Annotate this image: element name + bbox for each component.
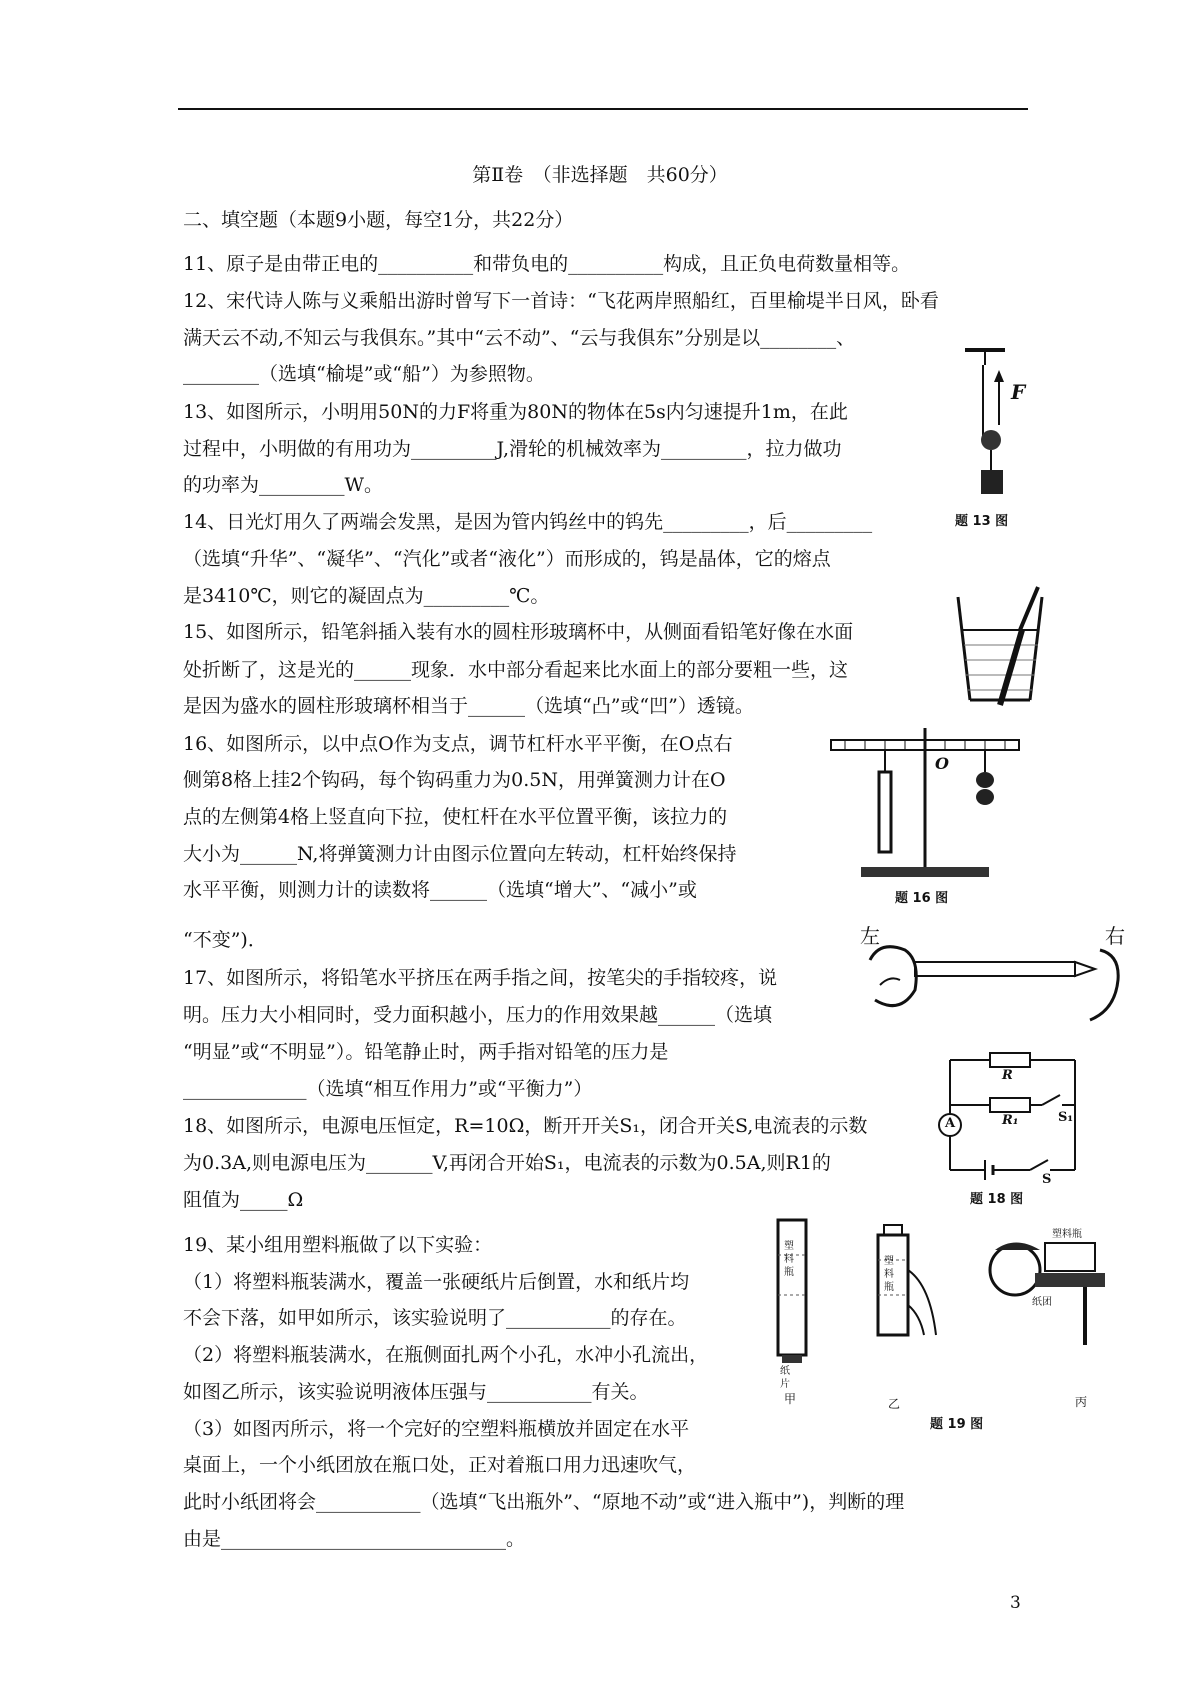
q12-line3: ________（选填“榆堤”或“船”）为参照物。 — [183, 363, 545, 385]
bottle-label-bing: 塑料瓶 — [1052, 1229, 1082, 1240]
left-label: 左 — [860, 924, 880, 948]
figure-16-caption: 题 16 图 — [895, 891, 949, 906]
figure-15-glass — [950, 585, 1055, 710]
ammeter-icon: A — [945, 1116, 956, 1131]
pencil-fingers-diagram — [860, 920, 1130, 1030]
q17-line2: 明。压力大小相同时，受力面积越小，压力的作用效果越______（选填 — [183, 1004, 773, 1026]
q19-line3: 不会下落，如甲如所示，该实验说明了___________的存在。 — [183, 1307, 687, 1329]
section2-heading: 二、填空题（本题9小题，每空1分，共22分） — [183, 209, 574, 231]
bottle-label-yi: 塑料瓶 — [884, 1256, 894, 1293]
page-number: 3 — [1010, 1593, 1021, 1613]
q11-line: 11、原子是由带正电的__________和带负电的__________构成，且正负电荷数量相等。 — [183, 253, 911, 275]
figure-18-caption: 题 18 图 — [970, 1192, 1024, 1207]
q19-line6: （3）如图丙所示，将一个完好的空塑料瓶横放并固定在水平 — [183, 1418, 690, 1440]
q14-line2: （选填“升华”、“凝华”、“汽化”或者“液化”）而形成的，钨是晶体，它的熔点 — [183, 548, 831, 570]
paper-ball-label: 纸团 — [1032, 1297, 1052, 1308]
q15-line1: 15、如图所示，铅笔斜插入装有水的圆柱形玻璃杯中，从侧面看铅笔好像在水面 — [183, 621, 854, 643]
figure-16-lever — [825, 722, 1025, 907]
figure-17-pencil — [860, 920, 1130, 1030]
q18-line2: 为0.3A,则电源电压为_______V,再闭合开始S₁，电流表的示数为0.5A,则R1的 — [183, 1152, 831, 1174]
q17-line1: 17、如图所示，将铅笔水平挤压在两手指之间，按笔尖的手指较疼，说 — [183, 967, 778, 989]
q16-line3: 点的左侧第4格上竖直向下拉，使杠杆在水平位置平衡，该拉力的 — [183, 806, 728, 828]
lever-diagram — [825, 722, 1025, 882]
r-label: R — [1002, 1068, 1013, 1083]
s-label: S — [1042, 1172, 1052, 1187]
q14-line3: 是3410℃，则它的凝固点为_________℃。 — [183, 585, 550, 607]
figure-19-bottles — [770, 1215, 1150, 1435]
q19-line4: （2）将塑料瓶装满水，在瓶侧面扎两个小孔，水冲小孔流出， — [183, 1344, 709, 1366]
q12-line1: 12、宋代诗人陈与义乘船出游时曾写下一首诗：“飞花两岸照船红，百里榆堤半日风，卧看 — [183, 290, 939, 312]
q14-line1: 14、日光灯用久了两端会发黑，是因为管内钨丝中的钨先_________，后_________ — [183, 511, 873, 533]
q19-line2: （1）将塑料瓶装满水，覆盖一张硬纸片后倒置，水和纸片均 — [183, 1271, 690, 1293]
section-title: 第Ⅱ卷 （非选择题 共60分） — [472, 164, 728, 186]
header-rule — [178, 108, 1028, 110]
bottles-diagram — [770, 1215, 1150, 1435]
s1-label: S₁ — [1058, 1110, 1074, 1125]
q17-line4: _____________（选填“相互作用力”或“平衡力”） — [183, 1078, 593, 1100]
q13-line3: 的功率为_________W。 — [183, 474, 384, 496]
q16-line2: 侧第8格上挂2个钩码，每个钩码重力为0.5N，用弹簧测力计在O — [183, 769, 726, 791]
q19-line8: 此时小纸团将会___________（选填“飞出瓶外”、“原地不动”或“进入瓶中”)，判断的理 — [183, 1491, 905, 1513]
label-jia: 甲 — [784, 1392, 797, 1406]
paper-label: 纸片 — [780, 1366, 790, 1390]
figure-13-pulley — [955, 340, 1055, 540]
glass-pencil-diagram — [950, 585, 1055, 710]
right-label: 右 — [1105, 924, 1125, 948]
q18-line1: 18、如图所示，电源电压恒定，R=10Ω，断开开关S₁，闭合开关S,电流表的示数 — [183, 1115, 868, 1137]
pivot-label: O — [935, 754, 949, 773]
bottle-label-jia: 塑料瓶 — [784, 1241, 794, 1278]
q18-line3: 阻值为_____Ω — [183, 1189, 304, 1211]
figure-19-caption: 题 19 图 — [930, 1417, 984, 1432]
q19-line9: 由是______________________________。 — [183, 1528, 526, 1550]
figure-18-circuit — [930, 1040, 1105, 1207]
label-yi: 乙 — [888, 1397, 901, 1411]
q15-line2: 处折断了，这是光的______现象．水中部分看起来比水面上的部分要粗一些，这 — [183, 659, 849, 681]
q16-line4: 大小为______N,将弹簧测力计由图示位置向左转动，杠杆始终保持 — [183, 843, 737, 865]
q12-line2: 满天云不动,不知云与我俱东。”其中“云不动”、“云与我俱东”分别是以________、 — [183, 327, 856, 349]
q19-line5: 如图乙所示，该实验说明液体压强与___________有关。 — [183, 1381, 649, 1403]
q15-line3: 是因为盛水的圆柱形玻璃杯相当于______（选填“凸”或“凹”）透镜。 — [183, 695, 754, 717]
q19-line7: 桌面上，一个小纸团放在瓶口处，正对着瓶口用力迅速吹气， — [183, 1454, 697, 1476]
q13-line2: 过程中，小明做的有用功为_________J,滑轮的机械效率为_________，拉力做功 — [183, 438, 842, 460]
q16-line6: “不变”)． — [183, 929, 267, 951]
q16-line1: 16、如图所示，以中点O作为支点，调节杠杆水平平衡，在O点右 — [183, 733, 733, 755]
q16-line5: 水平平衡，则测力计的读数将______（选填“增大”、“减小”或 — [183, 879, 697, 901]
q17-line3: “明显”或“不明显”）。铅笔静止时，两手指对铅笔的压力是 — [183, 1041, 669, 1063]
q19-line1: 19、某小组用塑料瓶做了以下实验： — [183, 1234, 493, 1256]
force-label: F — [1011, 380, 1026, 404]
r1-label: R₁ — [1002, 1113, 1019, 1128]
label-bing: 丙 — [1075, 1395, 1088, 1409]
q13-line1: 13、如图所示，小明用50N的力F将重为80N的物体在5s内匀速提升1m，在此 — [183, 401, 848, 423]
figure-13-caption: 题 13 图 — [955, 514, 1009, 529]
